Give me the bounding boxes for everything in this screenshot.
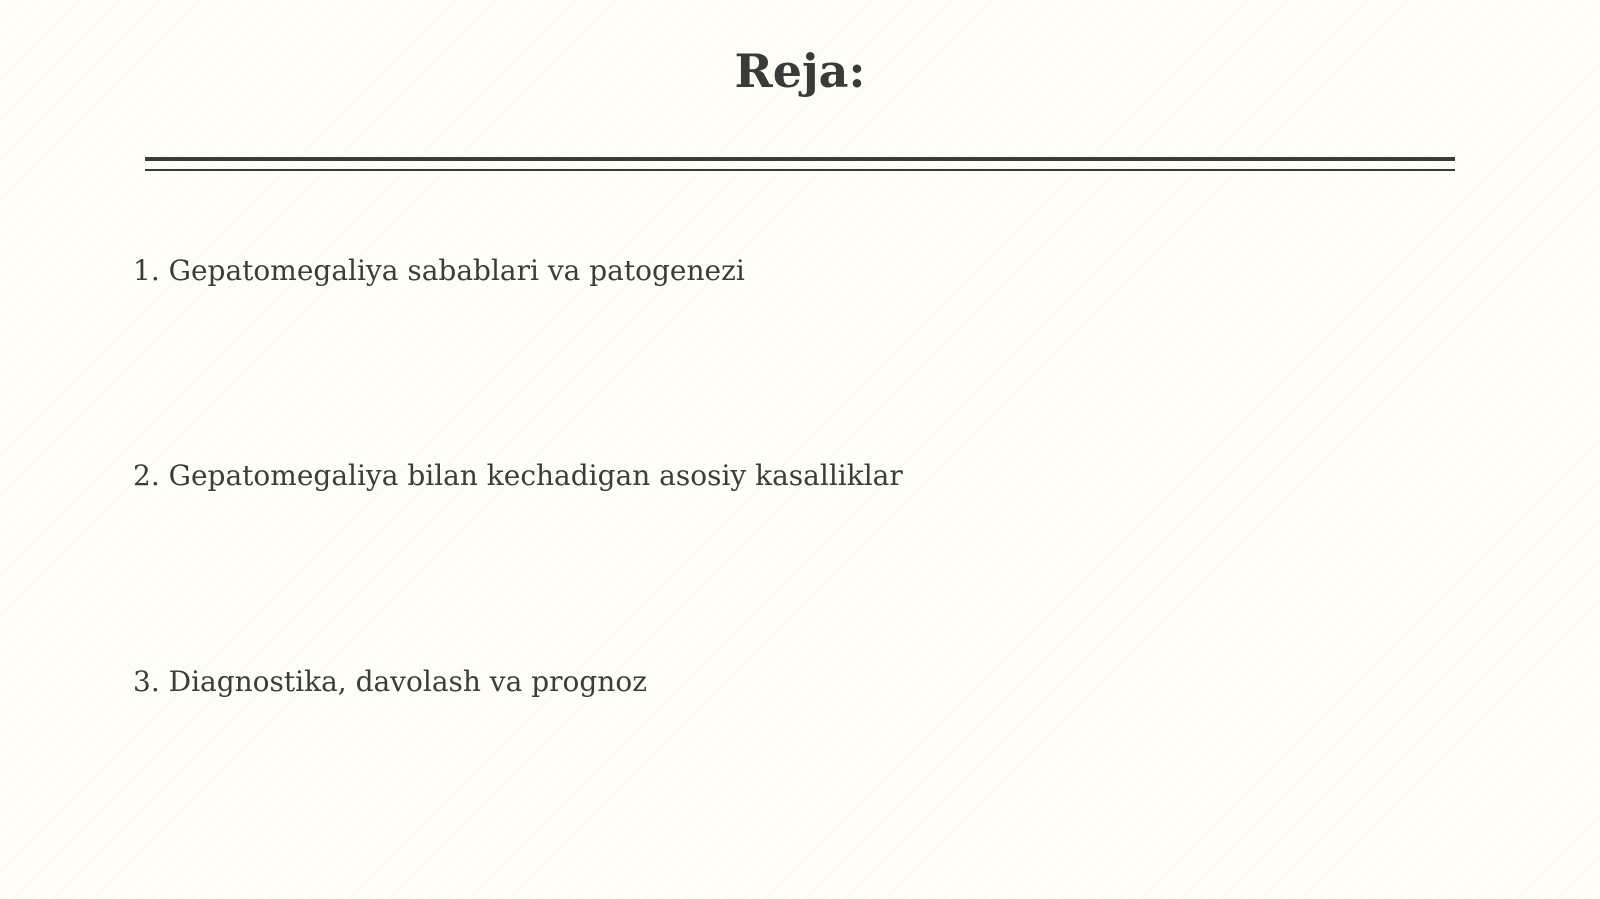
title-divider-thin bbox=[145, 169, 1455, 171]
agenda-item: 3. Diagnostika, davolash va prognoz bbox=[133, 665, 647, 698]
slide-title: Reja: bbox=[734, 44, 866, 98]
title-divider-thick bbox=[145, 157, 1455, 161]
agenda-item: 1. Gepatomegaliya sabablari va patogenezi bbox=[133, 254, 745, 287]
agenda-item: 2. Gepatomegaliya bilan kechadigan asosiy kasalliklar bbox=[133, 459, 903, 492]
